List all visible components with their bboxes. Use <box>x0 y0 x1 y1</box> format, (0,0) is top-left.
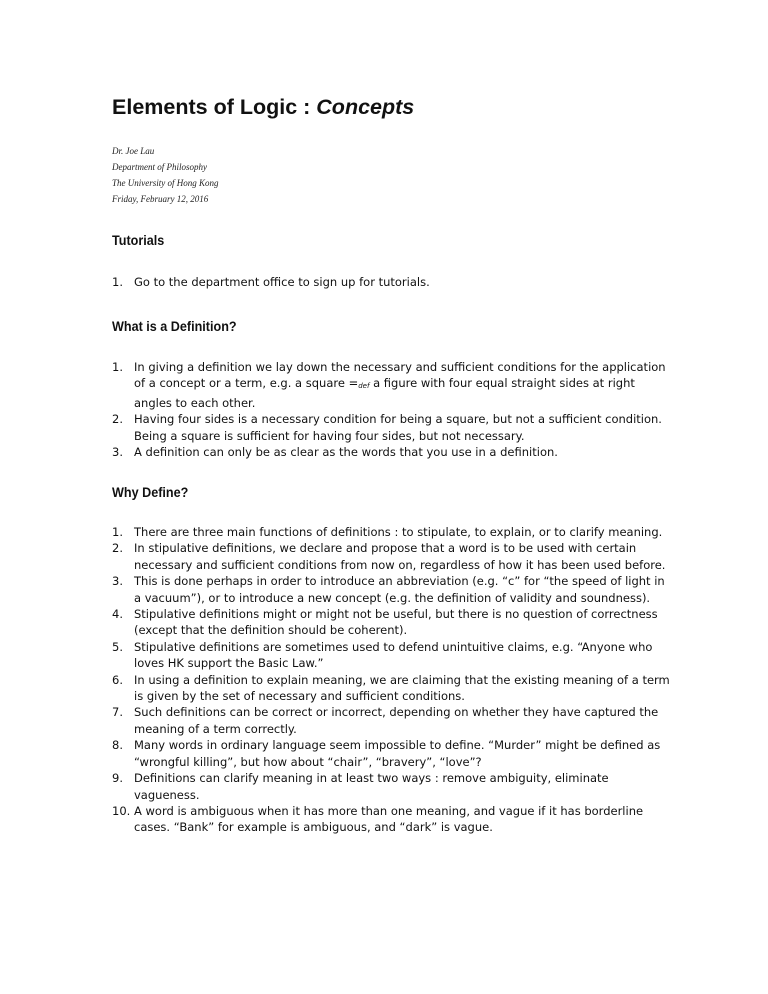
item-text: There are three main functions of definitions : to stipulate, to explain, or to clarify meaning. <box>134 525 663 539</box>
list-item <box>112 672 672 705</box>
list-item <box>112 770 672 803</box>
list-item <box>112 803 672 836</box>
author-name: Dr. Joe Lau <box>112 146 155 156</box>
item-number: 1. <box>112 525 123 539</box>
item-number: 4. <box>112 607 123 622</box>
list-item <box>112 359 672 411</box>
item-text-after: a figure with four equal straight sides at right angles to each other. <box>134 376 635 410</box>
author-block <box>112 143 219 207</box>
item-text: In stipulative definitions, we declare and propose that a word is to be used with certain necessary and sufficient conditions from now on, regardless of how it has been used before. <box>134 541 666 572</box>
list-item <box>112 704 672 737</box>
item-text: A definition can only be as clear as the words that you use in a definition. <box>134 445 558 460</box>
item-number: 1. <box>112 275 123 289</box>
list-item <box>112 274 672 290</box>
item-number: 2. <box>112 541 123 556</box>
item-text: Stipulative definitions might or might not be useful, but there is no question of correctness (except that the definition should be coherent). <box>134 607 658 638</box>
item-text: This is done perhaps in order to introduce an abbreviation (e.g. “c” for “the speed of light in a vacuum”), or to introduce a new concept (e.g. the definition of validity and soundness). <box>134 574 665 605</box>
university-name: The University of Hong Kong <box>112 178 219 188</box>
section-heading-tutorials: Tutorials <box>112 232 165 248</box>
title-italic: Concepts <box>316 95 415 119</box>
item-number: 5. <box>112 639 123 654</box>
list-item <box>112 606 672 639</box>
item-text: Go to the department office to sign up for tutorials. <box>134 275 430 289</box>
item-text: Many words in ordinary language seem impossible to define. “Murder” might be defined as “wrongful killing”, but how about “chair”, “bravery”, “love”? <box>134 738 661 769</box>
item-text: A word is ambiguous when it has more than one meaning, and vague if it has borderline cases. “Bank” for example is ambiguous, and “dark” is vague. <box>134 803 644 835</box>
list-item <box>112 540 672 573</box>
section-heading-why-define: Why Define? <box>112 484 189 500</box>
item-number: 9. <box>112 771 123 786</box>
item-number: 10. <box>112 803 131 818</box>
item-text: Such definitions can be correct or incorrect, depending on whether they have captured the meaning of a term correctly. <box>134 705 659 736</box>
item-number: 2. <box>112 412 123 427</box>
item-text: Having four sides is a necessary condition for being a square, but not a sufficient condition. Being a square is sufficient for having four sides, but not necessary. <box>134 412 662 443</box>
item-text: Definitions can clarify meaning in at least two ways : remove ambiguity, eliminate vagueness. <box>134 771 609 802</box>
item-text: In using a definition to explain meaning, we are claiming that the existing meaning of a term is given by the set of necessary and sufficient conditions. <box>134 672 670 704</box>
item-text: Stipulative definitions are sometimes used to defend unintuitive claims, e.g. “Anyone who loves HK support the Basic Law.” <box>134 639 653 671</box>
item-number: 8. <box>112 738 123 753</box>
document-title <box>112 95 414 120</box>
item-number: 3. <box>112 574 123 589</box>
section-heading-definition: What is a Definition? <box>112 318 237 334</box>
item-text-before: In giving a definition we lay down the necessary and sufficient conditions for the application of a concept or a term, e.g. a square = <box>134 360 666 391</box>
document-date: Friday, February 12, 2016 <box>112 194 209 204</box>
why-define-list <box>112 524 672 836</box>
list-item <box>112 411 672 444</box>
list-item <box>112 639 672 672</box>
tutorials-list <box>112 274 672 290</box>
title-main: Elements of Logic : <box>112 95 317 119</box>
item-number: 6. <box>112 672 123 687</box>
item-number: 3. <box>112 445 123 460</box>
department-name: Department of Philosophy <box>112 162 207 172</box>
def-subscript: def <box>358 382 370 391</box>
item-number: 1. <box>112 360 123 374</box>
list-item <box>112 524 672 540</box>
list-item <box>112 573 672 606</box>
definition-list <box>112 359 672 460</box>
list-item <box>112 444 672 460</box>
list-item <box>112 737 672 770</box>
item-number: 7. <box>112 705 123 720</box>
